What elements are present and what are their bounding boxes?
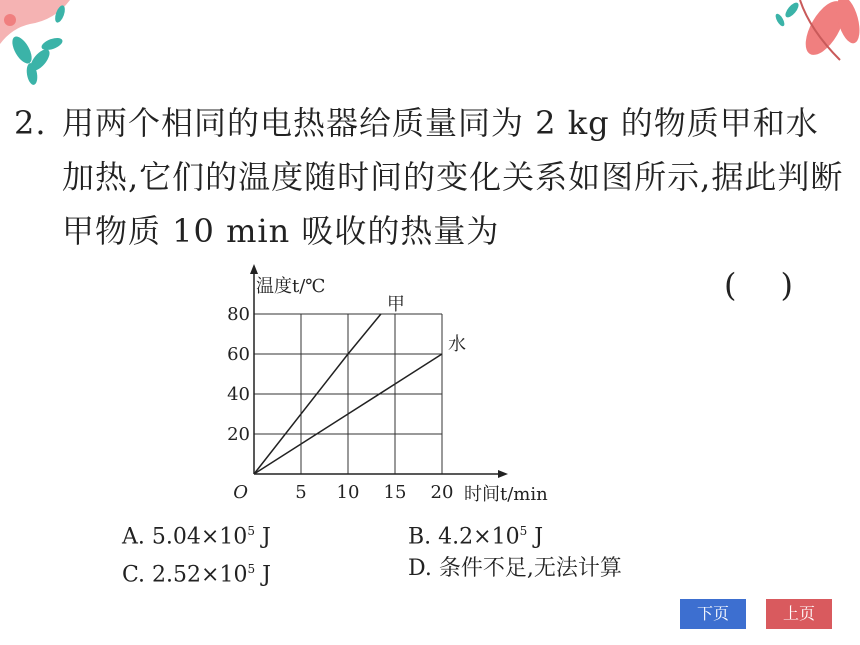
answer-bracket[interactable]: () bbox=[724, 266, 837, 304]
x-tick-label: 5 bbox=[295, 482, 307, 503]
option-d[interactable] bbox=[408, 550, 622, 588]
chart-grid bbox=[254, 314, 442, 474]
question-text: 用两个相同的电热器给质量同为 2 kg 的物质甲和水加热,它们的温度随时间的变化关系如图所示,据此判断甲物质 10 min 吸收的热量为 bbox=[62, 104, 844, 250]
chart-svg bbox=[210, 262, 590, 507]
y-axis-label: 温度t/℃ bbox=[256, 276, 326, 297]
floral-decoration-left-icon bbox=[0, 0, 90, 90]
chart-labels bbox=[227, 276, 548, 505]
series-label-2: 水 bbox=[448, 334, 466, 355]
x-axis-arrow-icon bbox=[498, 470, 508, 478]
x-tick-label: 20 bbox=[430, 482, 454, 503]
option-c[interactable] bbox=[122, 550, 271, 594]
x-axis-label: 时间t/min bbox=[464, 484, 548, 505]
option-a-label: A. bbox=[122, 524, 145, 550]
question-block bbox=[14, 96, 844, 258]
option-b-label: B. bbox=[408, 524, 432, 550]
option-d-text: 条件不足,无法计算 bbox=[438, 556, 622, 581]
temperature-time-chart bbox=[210, 262, 590, 507]
option-d-label: D. bbox=[408, 556, 432, 581]
floral-decoration-right-icon bbox=[730, 0, 860, 75]
option-a-unit: J bbox=[261, 524, 271, 550]
next-page-button[interactable]: 下页 bbox=[680, 599, 746, 629]
y-axis-arrow-icon bbox=[250, 264, 258, 274]
option-a-value: 5.04×10 bbox=[151, 524, 248, 550]
question-number: 2. bbox=[14, 104, 47, 142]
y-tick-label: 80 bbox=[227, 304, 250, 325]
option-c-value: 2.52×10 bbox=[152, 562, 248, 588]
y-tick-label: 20 bbox=[227, 424, 250, 445]
option-c-label: C. bbox=[122, 562, 146, 588]
series-label-1: 甲 bbox=[386, 294, 405, 315]
y-tick-label: 60 bbox=[227, 344, 250, 365]
option-a-exponent: 5 bbox=[247, 524, 255, 538]
origin-label: O bbox=[233, 482, 248, 503]
option-b-exponent: 5 bbox=[519, 524, 528, 538]
option-c-exponent: 5 bbox=[247, 562, 256, 576]
option-b-unit: J bbox=[534, 524, 544, 550]
y-tick-label: 40 bbox=[227, 384, 250, 405]
option-b-value: 4.2×10 bbox=[438, 524, 520, 550]
x-tick-label: 15 bbox=[383, 482, 407, 503]
x-tick-label: 10 bbox=[336, 482, 360, 503]
option-c-unit: J bbox=[262, 562, 271, 588]
previous-page-button[interactable]: 上页 bbox=[766, 599, 832, 629]
